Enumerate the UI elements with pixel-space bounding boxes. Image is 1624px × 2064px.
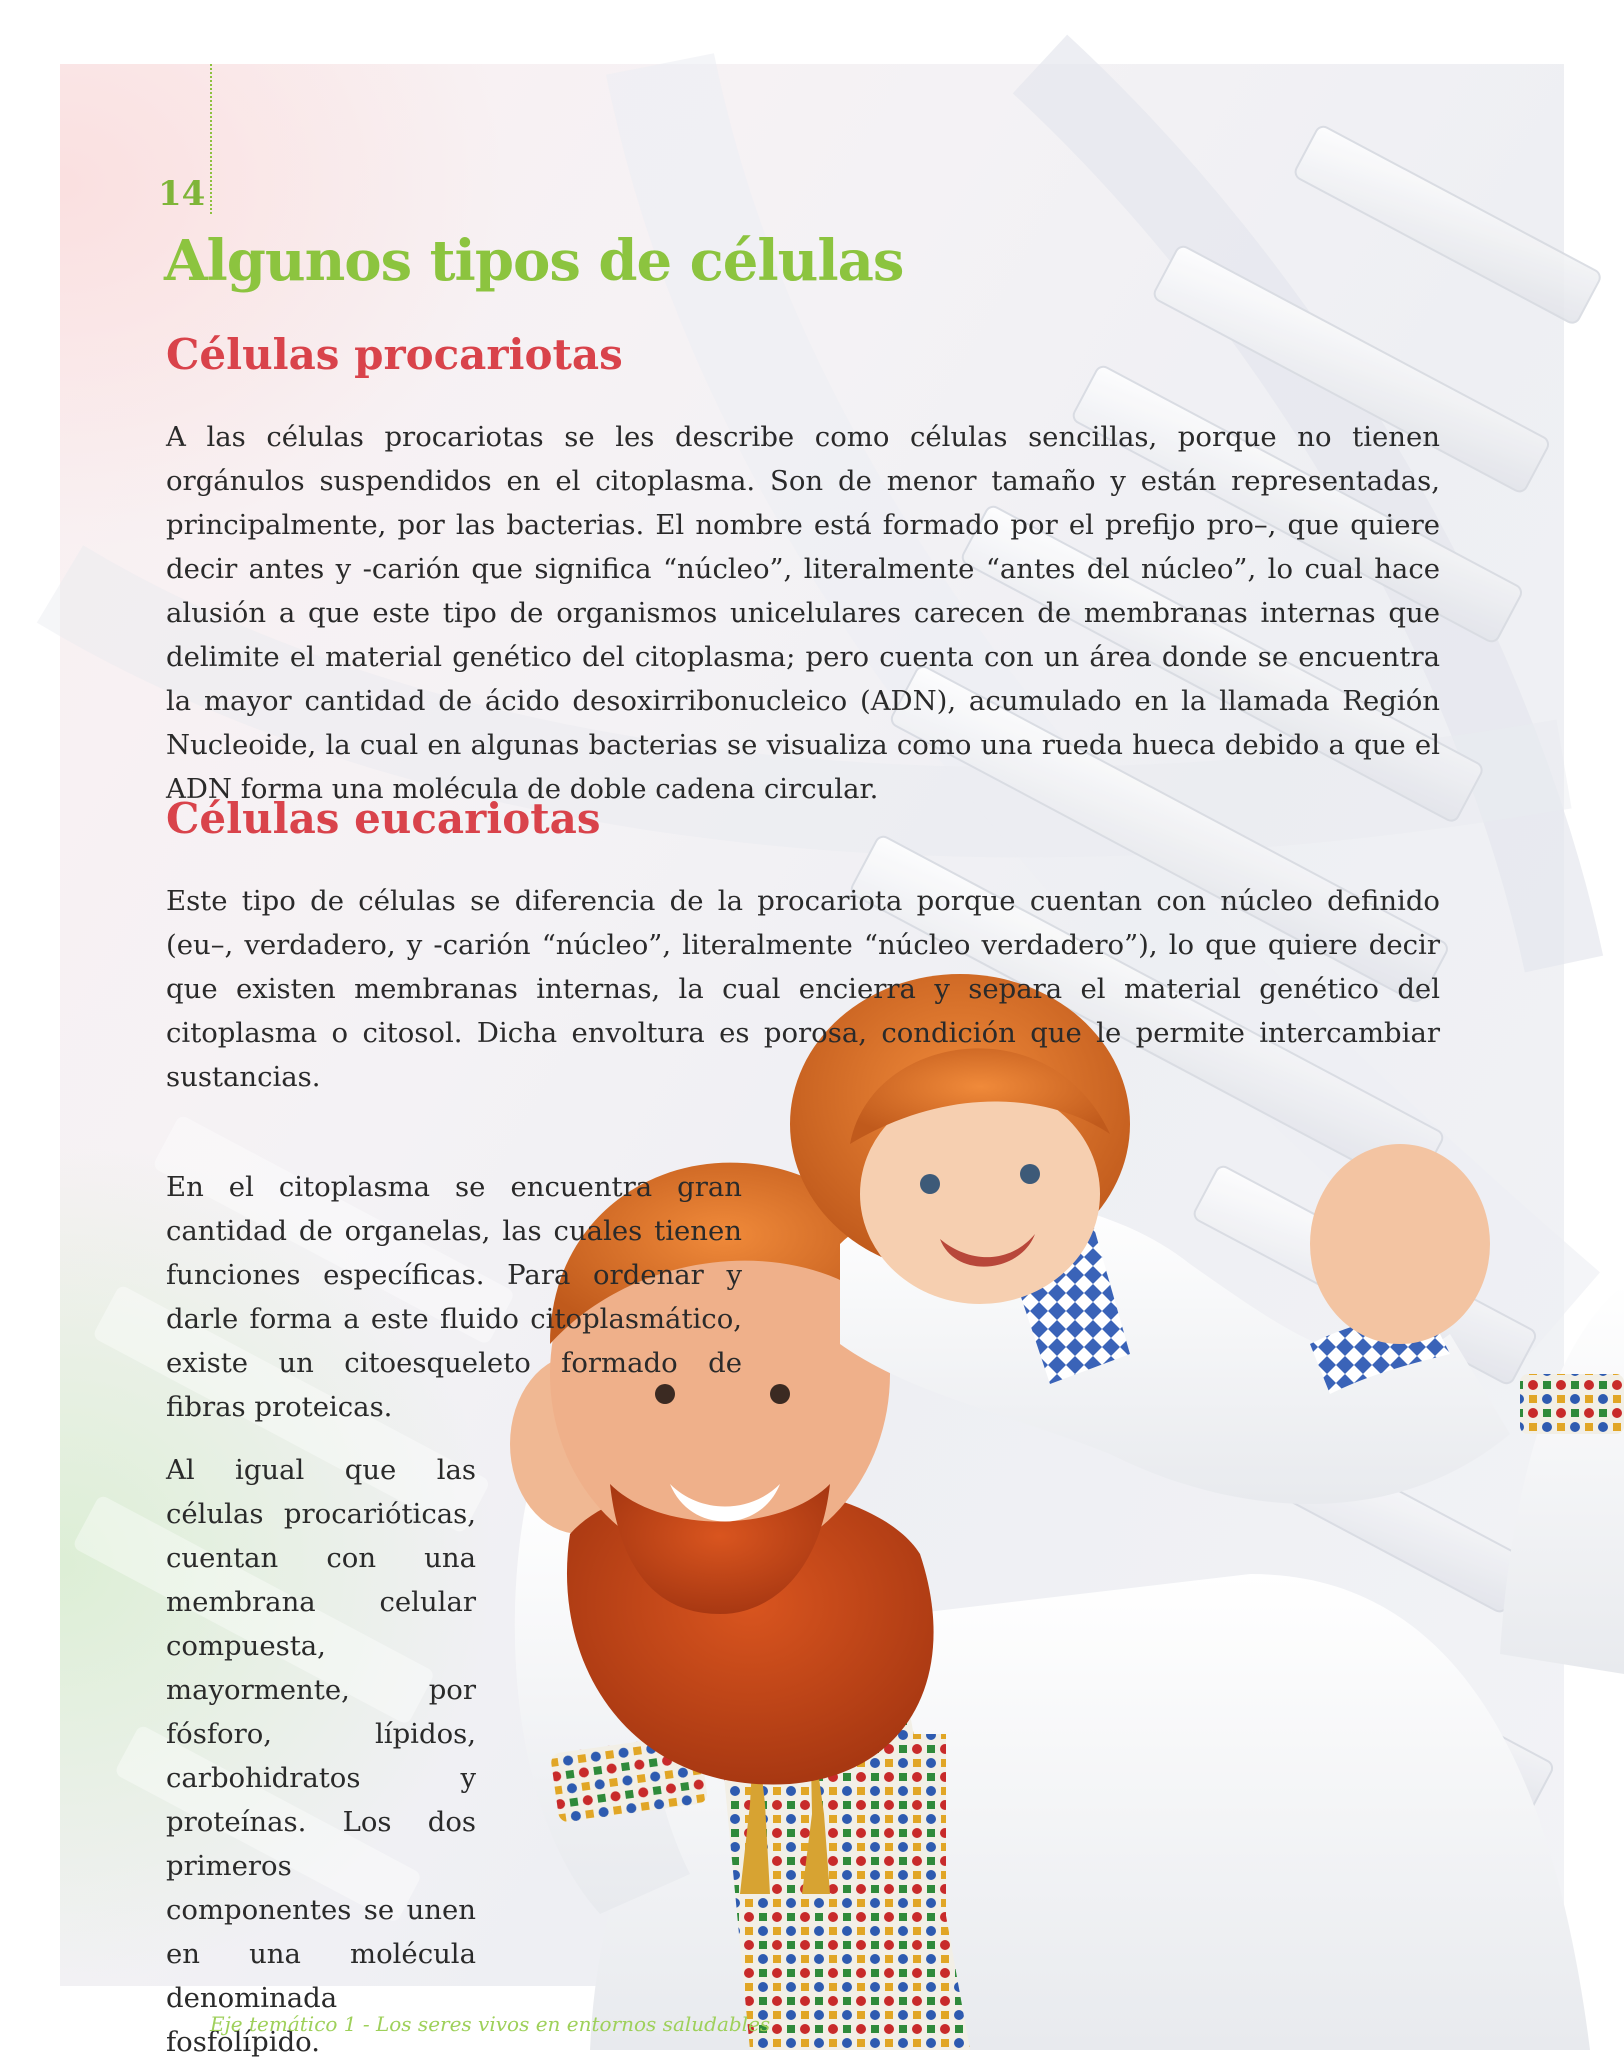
section-heading-eukaryotes: Células eucariotas	[166, 794, 601, 843]
page	[60, 64, 1564, 2058]
page-number: 14	[158, 174, 206, 214]
paragraph-eukaryotes-3: Al igual que las células procarióticas, cuentan con una membrana celular compuesta, mayormente, por fósforo, lípidos, carbohidratos y proteínas. Los dos primeros componentes se unen en una molécula denominada fosfolípido.	[166, 1454, 476, 2058]
paragraph-eukaryotes-1: Este tipo de células se diferencia de la procariota porque cuentan con núcleo definido (eu–, verdadero, y -carión “núcleo”, literalmente “núcleo verdadero”), lo que quiere decir que existen membranas internas, la cual encierra y separa el material genético del citoplasma o citosol. Dicha envoltura es porosa, condición que le permite intercambiar sustancias.	[166, 885, 1440, 1093]
dotted-rule	[210, 64, 212, 214]
paragraph-prokaryotes: A las células procariotas se les describe como células sencillas, porque no tienen orgánulos suspendidos en el citoplasma. Son de menor tamaño y están representadas, principalmente, por las bacterias. El nombre está formado por el prefijo pro–, que quiere decir antes y -carión que significa “núcleo”, literalmente “antes del núcleo”, lo cual hace alusión a que este tipo de organismos unicelulares carecen de membranas internas que delimite el material genético del citoplasma; pero cuenta con un área donde se encuentra la mayor cantidad de ácido desoxirribonucleico (ADN), acumulado en la llamada Región Nucleoide, la cual en algunas bacterias se visualiza como una rueda hueca debido a que el ADN forma una molécula de doble cadena circular.	[166, 421, 1440, 805]
footer-theme-label: Eje temático 1 - Los seres vivos en entornos saludables	[210, 2012, 771, 2036]
section-heading-prokaryotes: Células procariotas	[166, 330, 623, 379]
page-title: Algunos tipos de células	[164, 228, 904, 294]
paragraph-eukaryotes-2: En el citoplasma se encuentra gran cantidad de organelas, las cuales tienen funciones específicas. Para ordenar y darle forma a este fluido citoplasmático, existe un citoesqueleto formado de fibras proteicas.	[166, 1171, 742, 1423]
